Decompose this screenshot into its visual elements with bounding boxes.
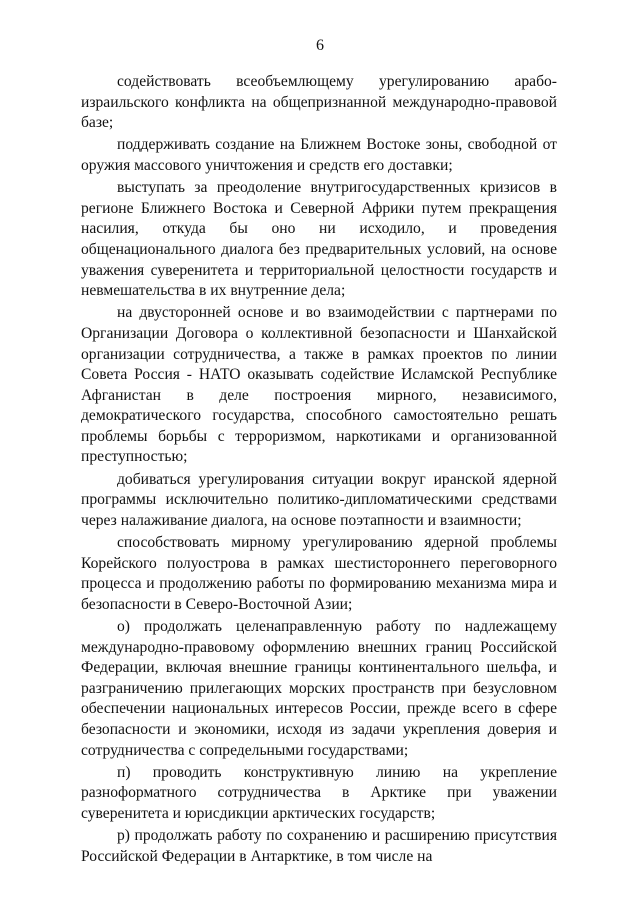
- paragraph-afghanistan-assistance: на двусторонней основе и во взаимодействии с партнерами по Организации Договора о коллективной безопасности и Шанхайской организации сотрудничества, а также в рамках проектов по линии Совета Россия - НАТО оказывать содействие Исламской Республике Афганистан в деле построения мирного, независимого, демократического государства, способного самостоятельно решать проблемы борьбы с терроризмом, наркотиками и организованной преступностью;: [81, 304, 557, 466]
- paragraph-arab-israeli-settlement: содействовать всеобъемлющему урегулированию арабо-израильского конфликта на общепризнанной международно-правовой базе;: [81, 73, 557, 132]
- paragraph-regional-crises: выступать за преодоление внутригосударственных кризисов в регионе Ближнего Востока и Северной Африки путем прекращения насилия, откуда бы оно ни исходило, и проведения общенационального диалога без предварительных условий, на основе уважения суверенитета и территориальной целостности государств и невмешательства в их внутренние дела;: [81, 179, 557, 300]
- paragraph-wmd-free-zone: поддерживать создание на Ближнем Востоке зоны, свободной от оружия массового уничтожения и средств его доставки;: [81, 136, 557, 174]
- paragraph-item-r-antarctic: р) продолжать работу по сохранению и расширению присутствия Российской Федерации в Антарктике, в том числе на: [81, 827, 557, 865]
- paragraph-korean-peninsula: способствовать мирному урегулированию ядерной проблемы Корейского полуострова в рамках шестистороннего переговорного процесса и продолжению работы по формированию механизма мира и безопасности в Северо-Восточной Азии;: [81, 534, 557, 613]
- page-number: 6: [316, 37, 324, 54]
- document-body: [81, 72, 557, 869]
- paragraph-iran-nuclear-program: добиваться урегулирования ситуации вокруг иранской ядерной программы исключительно политико-дипломатическими средствами через налаживание диалога, на основе поэтапности и взаимности;: [81, 470, 557, 529]
- paragraph-item-o-borders: о) продолжать целенаправленную работу по надлежащему международно-правовому оформлению внешних границ Российской Федерации, включая внешние границы континентального шельфа, и разграничению прилегающих морских пространств при безусловном обеспечении национальных интересов России, прежде всего в сфере безопасности и экономики, исходя из задачи укрепления доверия и сотрудничества с сопредельными государствами;: [81, 618, 557, 759]
- paragraph-item-p-arctic: п) проводить конструктивную линию на укрепление разноформатного сотрудничества в Арктике при уважении суверенитета и юрисдикции арктических государств;: [81, 763, 557, 822]
